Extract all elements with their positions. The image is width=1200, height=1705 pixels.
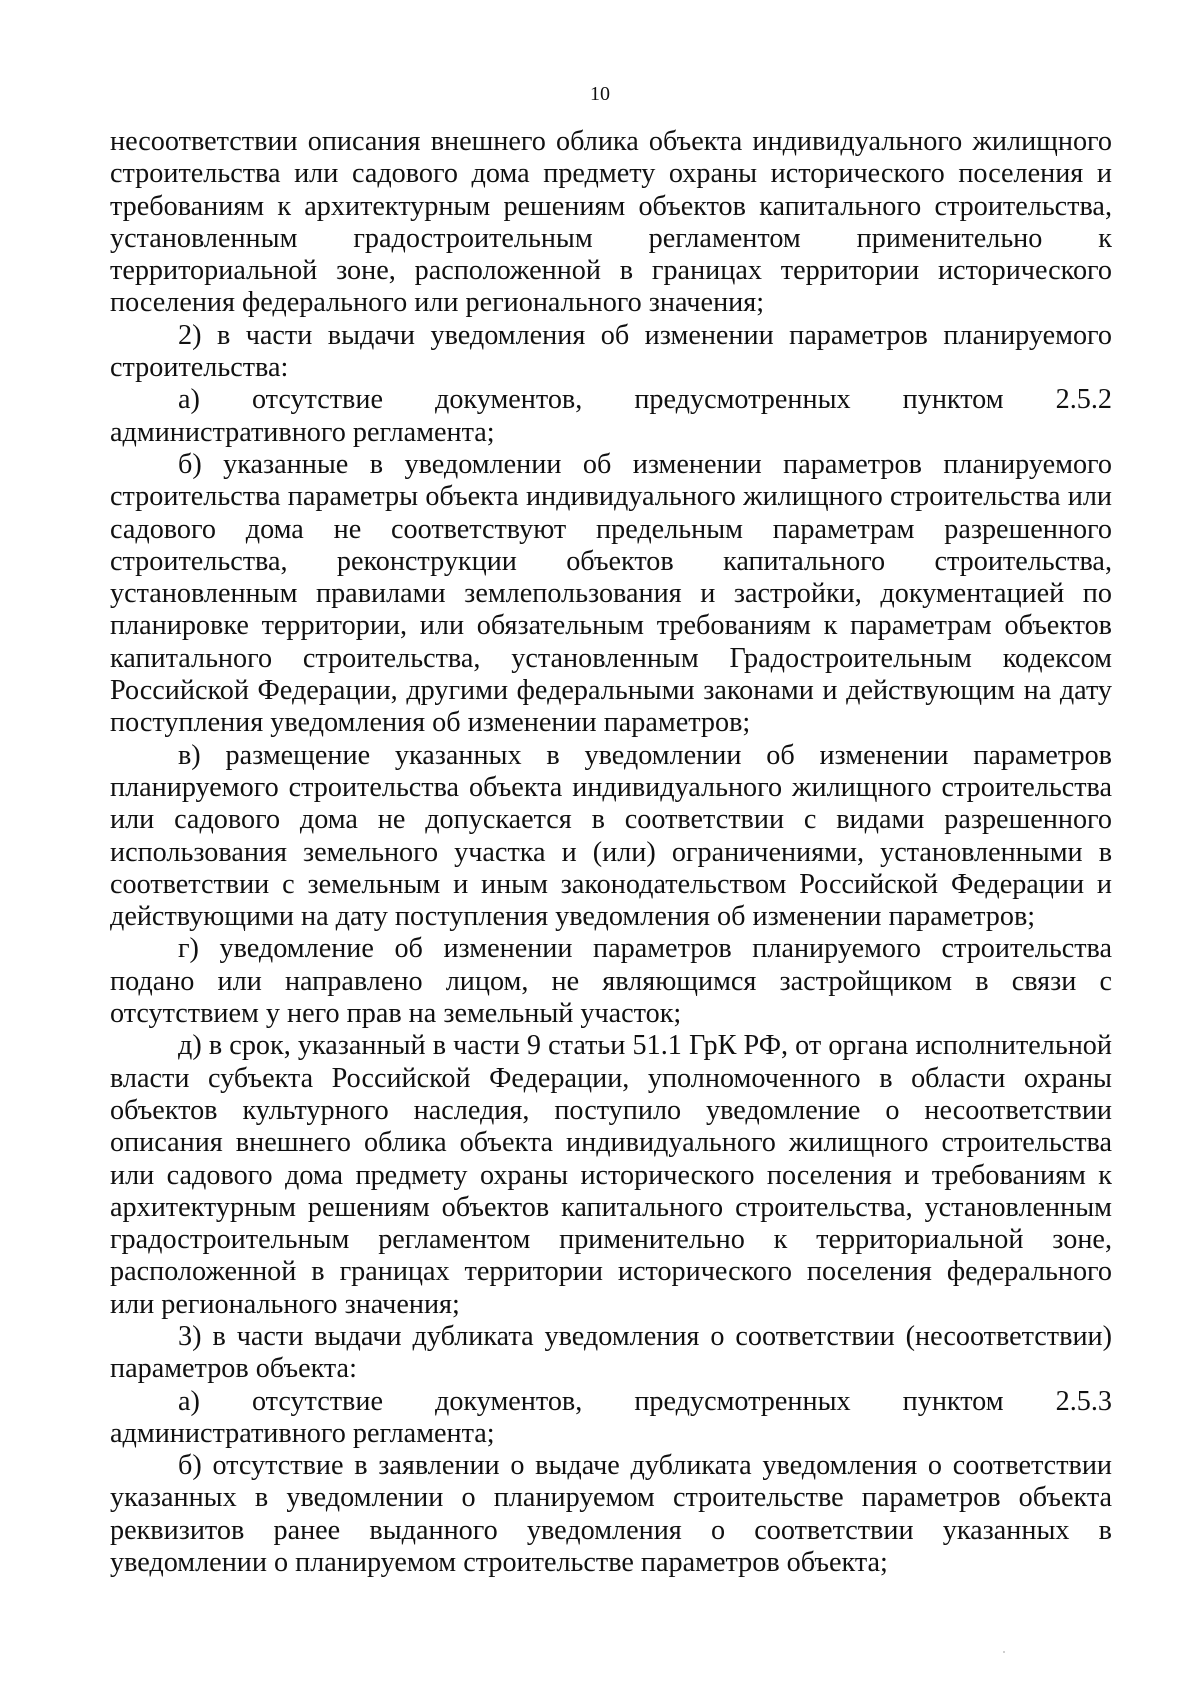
page-number: 10	[590, 83, 610, 105]
paragraph-item-2: 2) в части выдачи уведомления об изменении параметров планируемого строительства:	[110, 319, 1112, 384]
paragraph-item-3b: б) отсутствие в заявлении о выдаче дубликата уведомления о соответствии указанных в уведомлении о планируемом строительстве параметров объекта реквизитов ранее выданного уведомления о соответствии указанных в уведомлении о планируемом строительстве параметров объекта;	[110, 1450, 1112, 1579]
paragraph-item-2d: д) в срок, указанный в части 9 статьи 51.1 ГрК РФ, от органа исполнительной власти субъекта Российской Федерации, уполномоченного в области охраны объектов культурного наследия, поступило уведомление о несоответствии описания внешнего облика объекта индивидуального жилищного строительства или садового дома предмету охраны исторического поселения и требованиям к архитектурным решениям объектов капитального строительства, установленным градостроительным регламентом применительно к территориальной зоне, расположенной в границах территории исторического поселения федерального или регионального значения;	[110, 1030, 1112, 1320]
paragraph-item-3a: а) отсутствие документов, предусмотренных пунктом 2.5.3 административного регламента;	[110, 1385, 1112, 1449]
paragraph-item-2g: г) уведомление об изменении параметров планируемого строительства подано или направлено лицом, не являющимся застройщиком в связи с отсутствием у него прав на земельный участок;	[110, 933, 1112, 1030]
paragraph-item-2v: в) размещение указанных в уведомлении об изменении параметров планируемого строительства объекта индивидуального жилищного строительства или садового дома не допускается в соответствии с видами разрешенного использования земельного участка и (или) ограничениями, установленными в соответствии с земельным и иным законодательством Российской Федерации и действующими на дату поступления уведомления об изменении параметров;	[110, 739, 1112, 933]
paragraph-continuation: несоответствии описания внешнего облика объекта индивидуального жилищного строительства или садового дома предмету охраны исторического поселения и требованиям к архитектурным решениям объектов капитального строительства, установленным градостроительным регламентом применительно к территориальной зоне, расположенной в границах территории исторического поселения федерального или регионального значения;	[110, 126, 1112, 319]
paragraph-item-2b: б) указанные в уведомлении об изменении параметров планируемого строительства параметры объекта индивидуального жилищного строительства или садового дома не соответствуют предельным параметрам разрешенного строительства, реконструкции объектов капитального строительства, установленным правилами землепользования и застройки, документацией по планировке территории, или обязательным требованиям к параметрам объектов капитального строительства, установленным Градостроительным кодексом Российской Федерации, другими федеральными законами и действующим на дату поступления уведомления об изменении параметров;	[110, 448, 1112, 739]
scan-artifact-dot	[1003, 1651, 1005, 1653]
paragraph-item-3: 3) в части выдачи дубликата уведомления о соответствии (несоответствии) параметров объекта:	[110, 1320, 1112, 1385]
document-body	[110, 126, 1112, 1579]
paragraph-item-2a: а) отсутствие документов, предусмотренных пунктом 2.5.2 административного регламента;	[110, 384, 1112, 448]
